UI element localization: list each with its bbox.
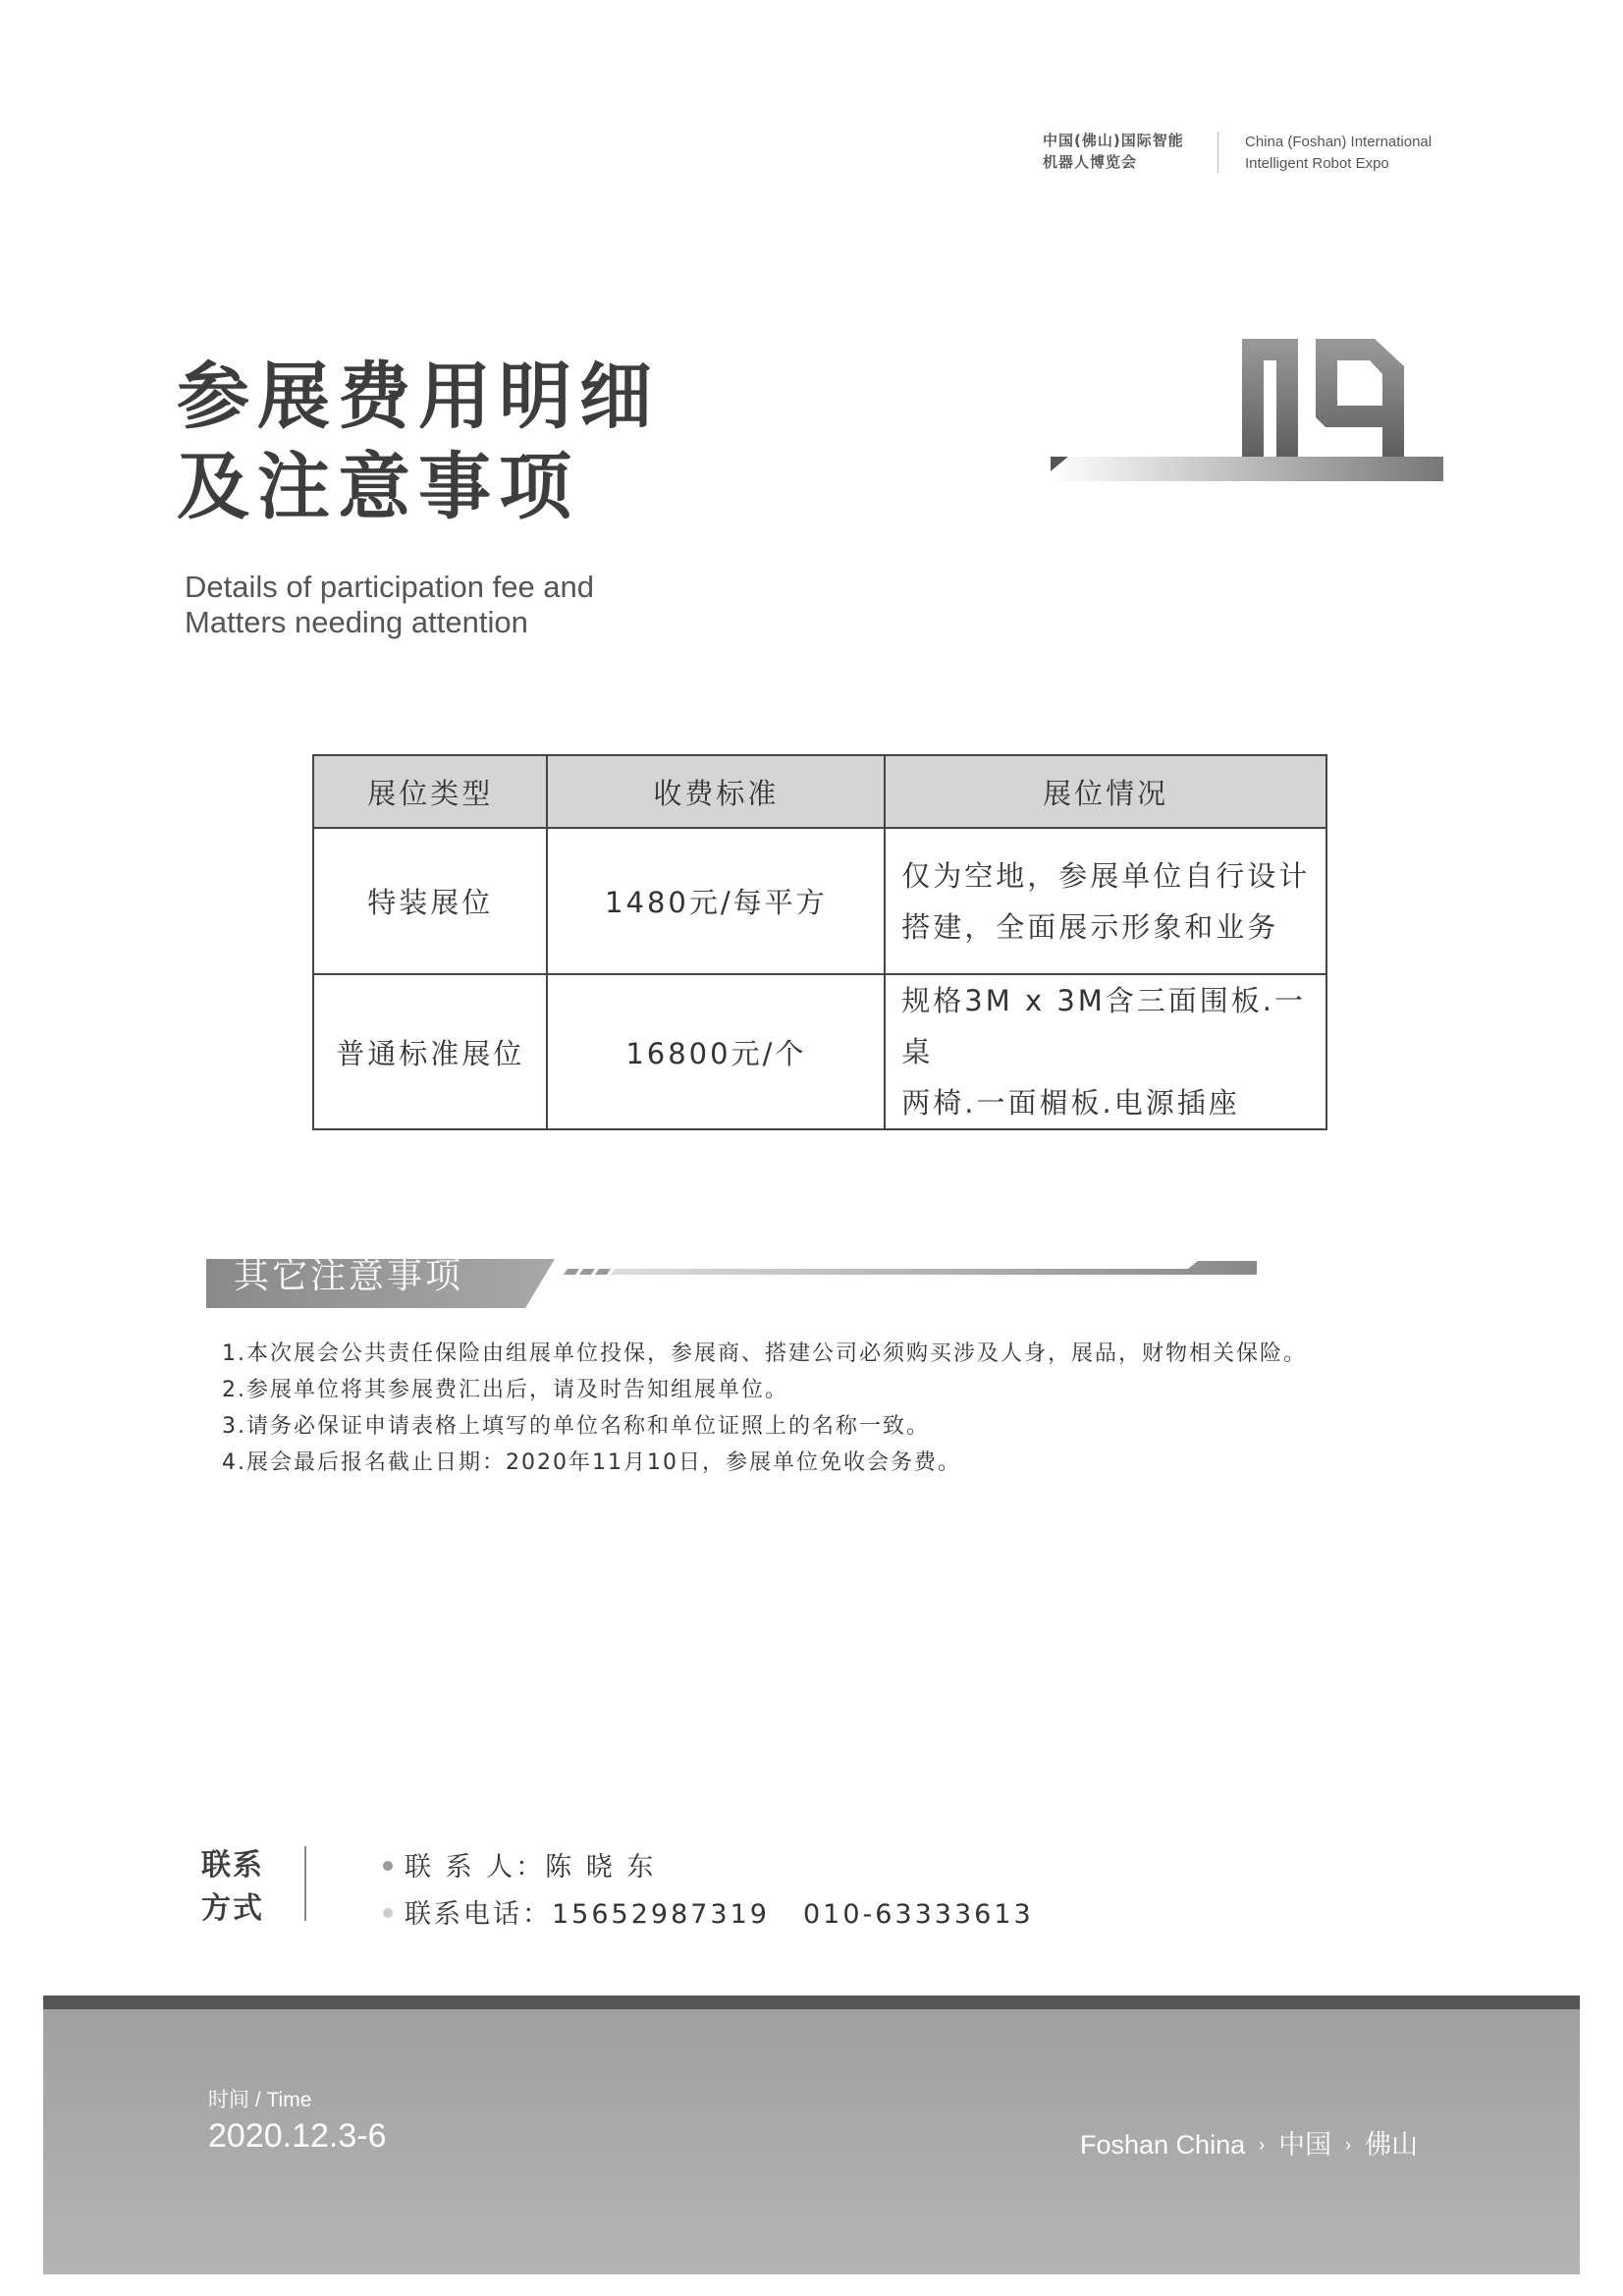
contact-details: [383, 1844, 1168, 1939]
notes-list: [222, 1336, 1449, 1481]
booth-details-cell: [885, 974, 1326, 1129]
location-city: 佛山: [1365, 2130, 1419, 2159]
header-fee-standard: 收费标准: [547, 755, 885, 828]
header-divider: [1217, 132, 1218, 173]
section-number-zero: [1242, 339, 1298, 457]
contact-phone-row: [383, 1891, 1168, 1939]
list-item: 3.请务必保证申请表格上填写的单位名称和单位证照上的名称一致。: [222, 1414, 930, 1439]
booth-details-cell: [885, 828, 1326, 974]
page-title-cn: [177, 352, 766, 532]
title-en-line1: Details of participation fee and: [185, 570, 595, 604]
contact-label-line2: 方式: [201, 1891, 264, 1926]
header-en-line2: Intelligent Robot Expo: [1245, 155, 1389, 172]
footer-time-value: 2020.12.3-6: [208, 2117, 387, 2155]
contact-person-row: [383, 1844, 1168, 1891]
footer-location: [1080, 2123, 1418, 2161]
list-item: 4.展会最后报名截止日期：2020年11月10日，参展单位免收会务费。: [222, 1450, 961, 1475]
header-booth-type: 展位类型: [313, 755, 547, 828]
title-cn-line2: 及注意事项: [177, 445, 579, 529]
fee-table-header-row: [313, 755, 1326, 828]
contact-section-label: [201, 1844, 280, 1931]
header-cn-line2: 机器人博览会: [1043, 153, 1138, 171]
section-number-graphic: [1031, 309, 1443, 486]
list-item: 2.参展单位将其参展费汇出后，请及时告知组展单位。: [222, 1378, 788, 1402]
fee-cell: 16800元/个: [547, 974, 885, 1129]
header-booth-details: 展位情况: [885, 755, 1326, 828]
contact-label-line1: 联系: [201, 1848, 264, 1883]
contact-phone-landline: 010-63333613: [802, 1899, 1034, 1930]
header-organizer-en: [1245, 132, 1471, 175]
footer-top-line: [43, 1995, 1580, 2009]
contact-phone-label: 联系电话：: [405, 1899, 552, 1930]
chevron-right-icon: ›: [1259, 2135, 1266, 2155]
section-number-nine: [1316, 339, 1404, 457]
title-cn-line1: 参展费用明细: [177, 355, 660, 439]
booth-details-line2: 搭建，全面展示形象和业务: [901, 909, 1279, 944]
table-row: [313, 828, 1326, 974]
location-country: 中国: [1278, 2130, 1332, 2159]
booth-details-line1: 仅为空地，参展单位自行设计: [901, 858, 1311, 893]
location-en: Foshan China: [1080, 2130, 1246, 2159]
page-title-en: [185, 570, 774, 640]
contact-person-name: 陈 晓 东: [545, 1852, 657, 1883]
header-cn-line1: 中国(佛山)国际智能: [1043, 132, 1184, 149]
header-en-line1: China (Foshan) International: [1245, 134, 1433, 150]
chevron-right-icon: ›: [1345, 2135, 1352, 2155]
booth-details-line2: 两椅.一面楣板.电源插座: [901, 1086, 1240, 1120]
fee-cell: 1480元/每平方: [547, 828, 885, 974]
header-organizer-cn: [1043, 130, 1210, 173]
list-item: 1.本次展会公共责任保险由组展单位投保，参展商、搭建公司必须购买涉及人身，展品，财物相关保险。: [222, 1341, 1307, 1366]
contact-phone-mobile: 15652987319: [552, 1899, 770, 1930]
bullet-icon: [383, 1908, 393, 1918]
booth-details-line1: 规格3M x 3M含三面围板.一桌: [901, 984, 1307, 1068]
contact-divider: [304, 1846, 306, 1921]
notes-section-title: 其它注意事项: [234, 1256, 464, 1296]
footer-time-label: 时间 / Time: [208, 2089, 312, 2111]
bullet-icon: [383, 1861, 393, 1871]
table-row: [313, 974, 1326, 1129]
fee-table: [312, 754, 1327, 1130]
title-en-line2: Matters needing attention: [185, 605, 528, 639]
booth-type-cell: 特装展位: [313, 828, 547, 974]
contact-person-label: 联 系 人：: [405, 1852, 546, 1883]
booth-type-cell: 普通标准展位: [313, 974, 547, 1129]
